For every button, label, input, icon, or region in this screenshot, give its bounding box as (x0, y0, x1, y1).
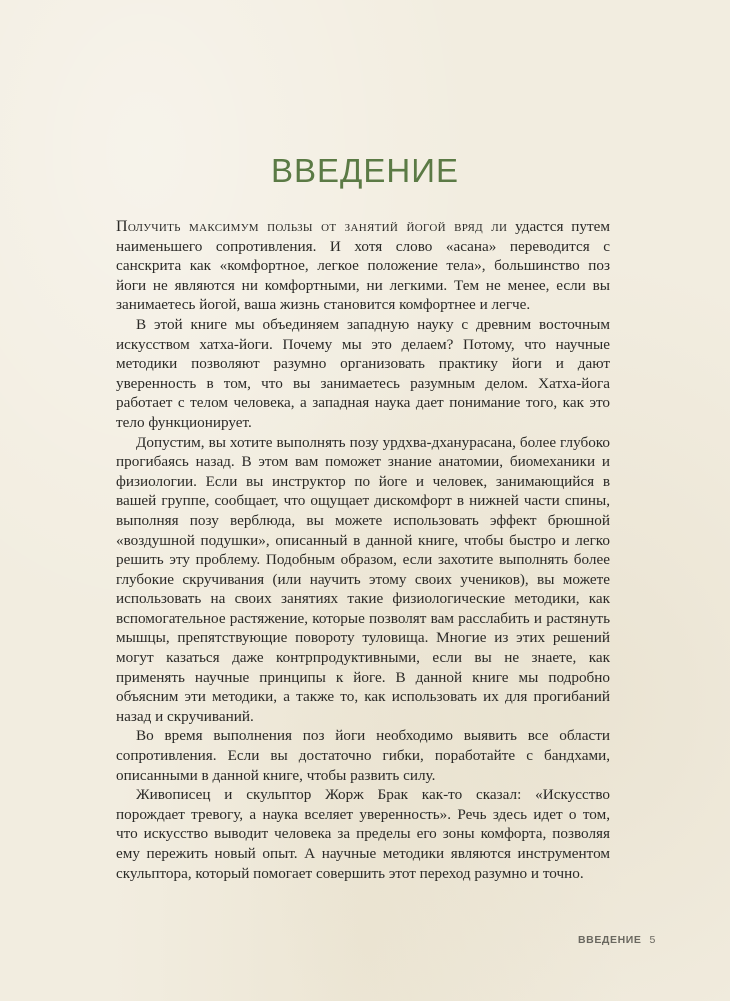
page-title: ВВЕДЕНИЕ (271, 152, 459, 189)
running-footer (578, 934, 656, 946)
paragraph-3: Допустим, вы хотите выполнять позу урдхва-дханурасана, более глубоко прогибаясь назад. В этом вам поможет знание анатомии, биомеханики и физиологии. Если вы инструктор по йоге и человек, занимающийся в вашей группе, сообщает, что ощущает дискомфорт в нижней части спины, выполняя позу верблюда, вы можете использовать эффект брюшной «воздушной подушки», описанный в данной книге, чтобы быстро и легко решить эту проблему. Подобным образом, если захотите выполнять более глубокие скручивания (или научить этому своих учеников), вы можете использовать на своих занятиях такие физиологические методики, как вспомогательное растяжение, которые позволят вам расслабить и растянуть мышцы, препятствующие повороту туловища. Многие из этих решений могут казаться даже контрпродуктивными, если вы не знаете, как применять научные принципы к йоге. В данной книге мы подробно объясним эти методики, а также то, как использовать их для прогибаний назад и скручиваний. (116, 433, 610, 725)
paragraph-4: Во время выполнения поз йоги необходимо выявить все области сопротивления. Если вы достаточно гибки, поработайте с бандхами, описанными в данной книге, чтобы развить силу. (116, 727, 610, 784)
footer-section-title: ВВЕДЕНИЕ (577, 934, 642, 946)
body-text (116, 217, 610, 883)
paragraph-1-text: удастся путем наименьшего сопротивления. И хотя слово «асана» переводится с санскрита как «комфортное, легкое положение тела», большинство поз йоги не являются ни комфортными, ни легкими. Тем не менее, если вы занимаетесь йогой, ваша жизнь становится комфортнее и легче. (116, 218, 611, 314)
lead-in-caps: Получить максимум пользы от занятий йогой вряд ли (116, 218, 508, 235)
paragraph-2: В этой книге мы объединяем западную науку с древним восточным искусством хатха-йоги. Почему мы это делаем? Потому, что научные методики позволяют разумно организовать практику йоги и дают уверенность в том, что вы занимаетесь разумным делом. Хатха-йога работает с телом человека, а западная наука дает понимание того, как это тело функционирует. (116, 315, 610, 431)
page-number: 5 (649, 934, 656, 946)
paragraph-1 (116, 217, 610, 315)
paragraph-5: Живописец и скульптор Жорж Брак как-то сказал: «Искусство порождает тревогу, а наука вселяет уверенность». Речь здесь идет о том, что искусство выводит человека за пределы его зоны комфорта, позволяя ему пережить новый опыт. А научные методики являются инструментом скульптора, который помогает совершить этот переход разумно и точно. (116, 786, 610, 882)
